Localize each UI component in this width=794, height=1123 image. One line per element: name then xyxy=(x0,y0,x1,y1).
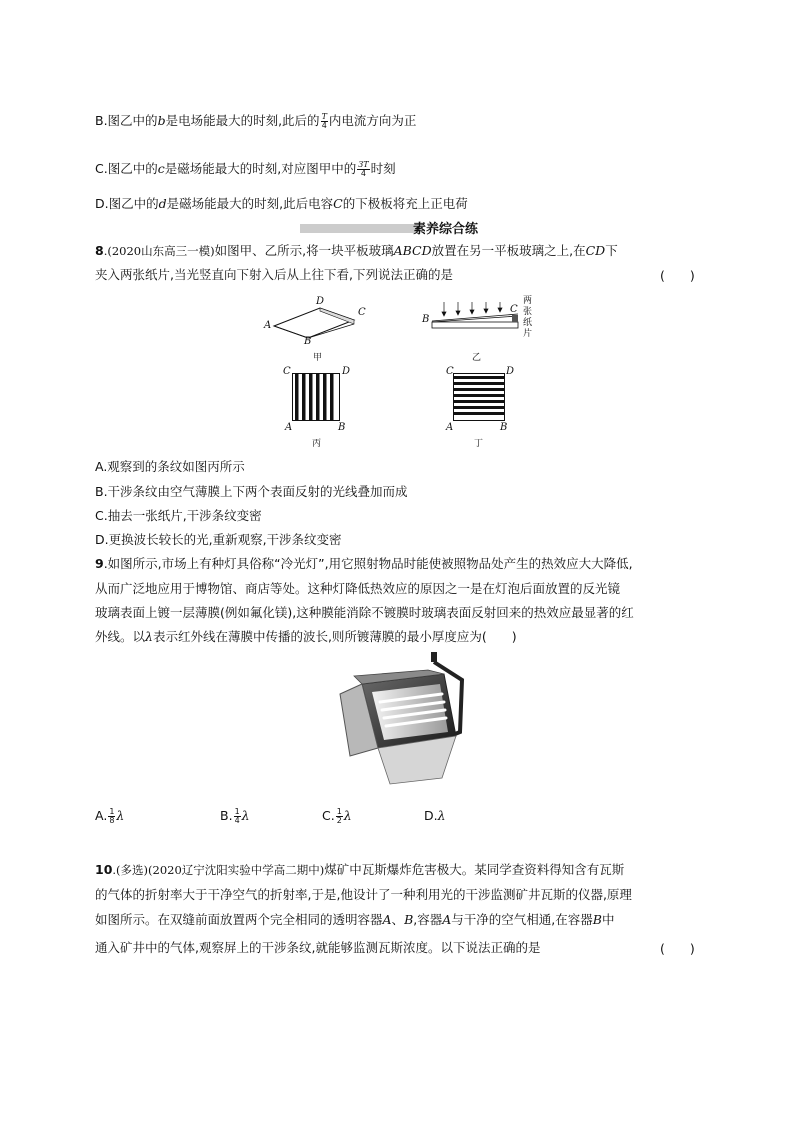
q10-number: 10 xyxy=(95,862,113,877)
q9-option-c: C. $\frac{1}{2}$ λ xyxy=(322,807,352,825)
q7-option-b-post: 内电流方向为正 xyxy=(328,113,417,128)
q9-number: 9 xyxy=(95,556,104,571)
fig-jia-label-b: B xyxy=(304,336,312,347)
q7-option-b-mid: 是电场能最大的时刻,此后的 xyxy=(165,113,320,128)
section-title: 素养综合练 xyxy=(413,222,479,237)
fig-jia-label-a: A xyxy=(264,320,272,331)
q10-line-3: 如图所示。在双缝前面放置两个完全相同的透明容器A、B,容器A与干净的空气相通,在容器B中 xyxy=(95,912,615,927)
fraction-3t-4: $\frac{3T}{4}$ xyxy=(358,160,369,178)
paper-wedge xyxy=(320,308,354,324)
fig-jia-label-d: D xyxy=(316,296,325,307)
q10-line-4: 通入矿井中的气体,观察屏上的干涉条纹,就能够监测瓦斯浓度。以下说法正确的是 xyxy=(95,940,541,955)
var-b: b xyxy=(157,113,166,128)
q10-source: .(多选)(2020辽宁沈阳实验中学高二期中) xyxy=(112,863,325,877)
fig-bing-label-d: D xyxy=(342,366,351,377)
cold-light-lamp-photo xyxy=(332,652,472,792)
bottom-plate xyxy=(432,322,518,328)
figure-bing-stripes xyxy=(292,373,340,421)
fig-bing-caption: 丙 xyxy=(312,439,322,449)
q7-option-b-pre: B.图乙中的 xyxy=(95,113,158,128)
q8-line-1: 8.(2020山东高三一模)如图甲、乙所示,将一块平板玻璃ABCD放置在另一平板玻璃之上,在CD下 xyxy=(95,243,618,258)
glass-top-plate xyxy=(274,308,354,338)
fig-ding-label-c: C xyxy=(446,366,454,377)
light-arrows xyxy=(442,302,502,316)
fig-bing-label-c: C xyxy=(283,366,291,377)
q8-answer-paren: ( ) xyxy=(660,268,695,283)
section-bar xyxy=(300,224,415,233)
q8-option-c: C.抽去一张纸片,干涉条纹变密 xyxy=(95,508,262,523)
fig-yi-side-label: 两 张 纸 片 xyxy=(523,296,533,339)
q9-line-1: 9.如图所示,市场上有种灯具俗称“冷光灯”,用它照射物品时能使被照物品处产生的热效应大大降低, xyxy=(95,556,633,571)
q9-option-b: B. $\frac{1}{4}$ λ xyxy=(220,807,250,825)
q7-option-d: D.图乙中的d是磁场能最大的时刻,此后电容C的下极板将充上正电荷 xyxy=(95,196,468,211)
q8-source: .(2020山东高三一模) xyxy=(103,244,215,258)
q10-answer-paren: ( ) xyxy=(660,941,695,956)
q9-option-d: D.λ xyxy=(424,808,446,823)
var-d: d xyxy=(158,196,167,211)
var-c: c xyxy=(157,161,165,176)
fig-ding-caption: 丁 xyxy=(474,439,484,449)
q8-option-a: A.观察到的条纹如图丙所示 xyxy=(95,459,245,474)
q9-line-3: 玻璃表面上镀一层薄膜(例如氟化镁),这种膜能消除不镀膜时玻璃表面反射回来的热效应最显著的红 xyxy=(95,605,634,620)
q9-option-a: A. $\frac{1}{8}$ λ xyxy=(95,807,125,825)
fig-yi-label-c: C xyxy=(510,304,518,315)
q7-option-c: C.图乙中的c是磁场能最大的时刻,对应图甲中的 $\frac{3T}{4}$ 时刻 xyxy=(95,160,396,178)
q10-line-2: 的气体的折射率大于干净空气的折射率,于是,他设计了一种利用光的干涉监测矿井瓦斯的仪器,原理 xyxy=(95,887,632,902)
q7-option-b xyxy=(95,112,416,130)
fig-yi-caption: 乙 xyxy=(472,353,482,363)
q8-option-b: B.干涉条纹由空气薄膜上下两个表面反射的光线叠加而成 xyxy=(95,484,408,499)
figure-ding-stripes xyxy=(453,373,505,421)
top-plate xyxy=(432,314,518,321)
q8-number: 8 xyxy=(95,243,104,258)
q9-line-2: 从而广泛地应用于博物馆、商店等处。这种灯降低热效应的原因之一是在灯泡后面放置的反光镜 xyxy=(95,581,621,596)
fig-yi-label-b: B xyxy=(422,314,430,325)
fig-ding-label-a: A xyxy=(446,422,454,433)
q9-line-4: 外线。以λ表示红外线在薄膜中传播的波长,则所镀薄膜的最小厚度应为( ) xyxy=(95,629,517,644)
figure-yi xyxy=(428,300,523,336)
fraction-t-4: $\frac{T}{4}$ xyxy=(321,112,327,130)
q10-line-1: 10.(多选)(2020辽宁沈阳实验中学高二期中)煤矿中瓦斯爆炸危害极大。某同学查资料得知含有瓦斯 xyxy=(95,862,625,877)
paper-strips xyxy=(512,315,518,322)
fig-ding-label-d: D xyxy=(506,366,515,377)
fig-ding-label-b: B xyxy=(500,422,508,433)
fig-bing-label-a: A xyxy=(285,422,293,433)
q8-option-d: D.更换波长较长的光,重新观察,干涉条纹变密 xyxy=(95,532,342,547)
fig-jia-label-c: C xyxy=(358,307,366,318)
q8-line-2: 夹入两张纸片,当光竖直向下射入后从上往下看,下列说法正确的是 xyxy=(95,267,453,282)
var-C: C xyxy=(333,196,343,211)
fig-bing-label-b: B xyxy=(338,422,346,433)
fig-jia-caption: 甲 xyxy=(313,353,323,363)
